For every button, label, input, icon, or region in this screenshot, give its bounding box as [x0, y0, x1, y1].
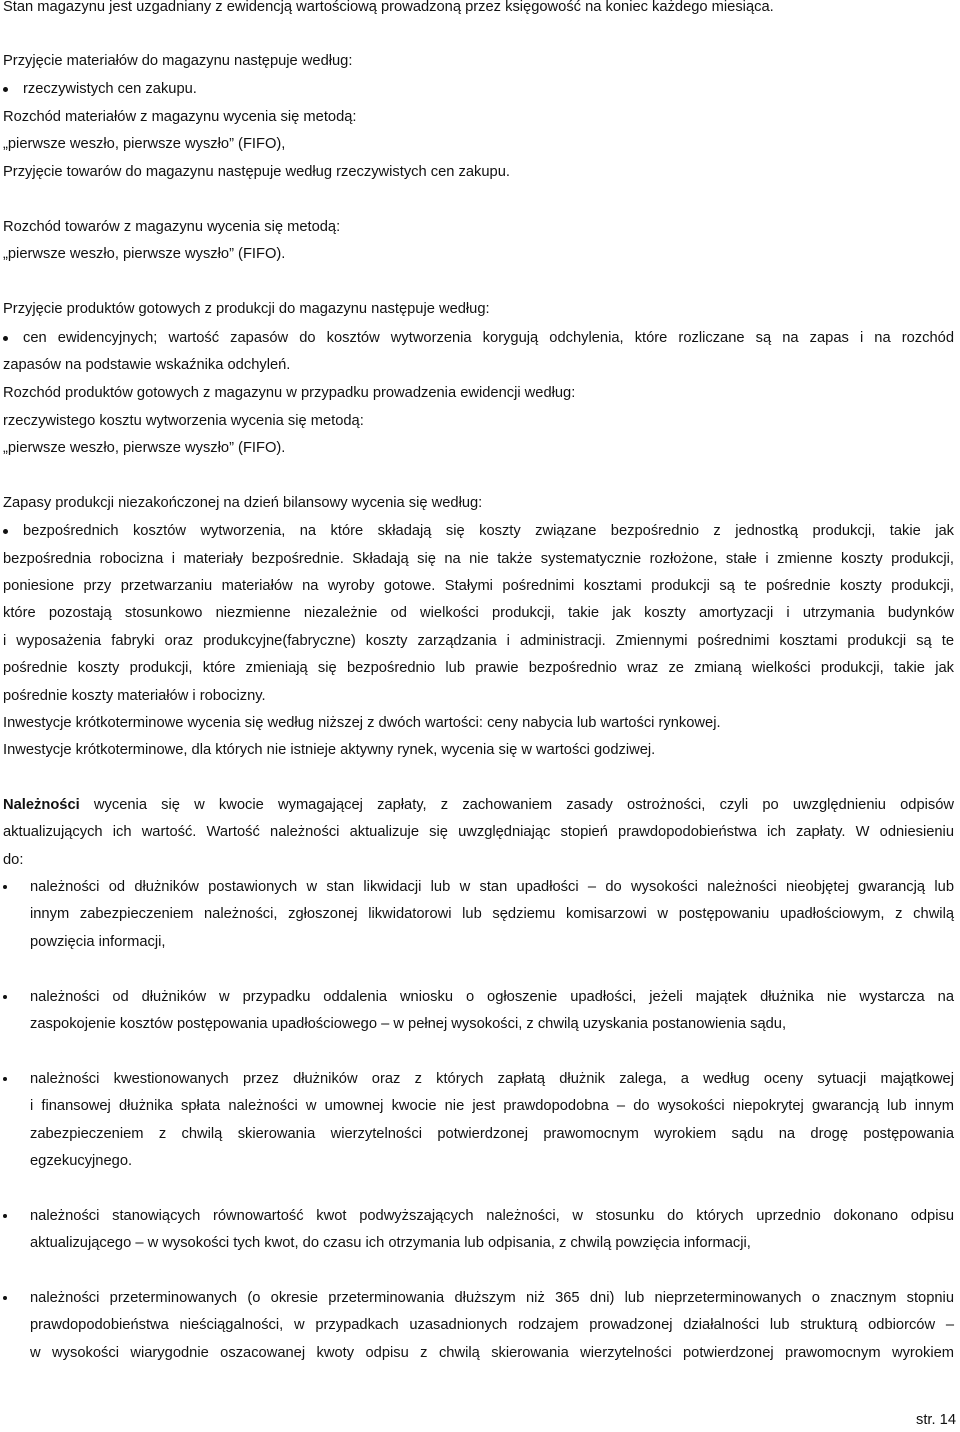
- receivables-bullet-5-line-3: w wysokości wiarygodnie oszacowanej kwoty odpisu z chwilą skierowania wierzytelności potwierdzonej prawomocnym wyrokiem: [30, 1345, 954, 1361]
- bullet-dot-icon: [3, 87, 8, 92]
- materials-receipt-item: rzeczywistych cen zakupu.: [23, 81, 197, 97]
- receivables-bullet-1-line-1: należności od dłużników postawionych w stan likwidacji lub w stan upadłości – do wysokości należności nieobjętej gwarancją lub: [30, 879, 954, 895]
- products-receipt-item-line1: cen ewidencyjnych; wartość zapasów do kosztów wytworzenia korygują odchylenia, które rozliczane są na zapas i na rozchód: [23, 330, 954, 346]
- receivables-line1-rest: wycenia się w kwocie wymagającej zapłaty, z zachowaniem zasady ostrożności, czyli po uwzględnieniu odpisów: [79, 797, 954, 813]
- bullet-icon: [3, 885, 7, 889]
- wip-line6: pośrednie koszty produkcji, które zmieniają się bezpośrednio lub prawie bezpośrednio wraz ze zmianą wielkości produkcji, takie jak: [3, 660, 954, 676]
- receivables-bullet-5-line-1: należności przeterminowanych (o okresie przeterminowania dłuższym niż 365 dni) lub nieprzeterminowanych o znacznym stopniu: [30, 1290, 954, 1306]
- receivables-line3: do:: [3, 852, 24, 868]
- bullet-icon: [3, 1214, 7, 1218]
- bullet-icon: [3, 995, 7, 999]
- wip-line4: które pozostają stosunkowo niezmienne niezależnie od wielkości produkcji, takie jak koszty amortyzacji i utrzymania budynków: [3, 605, 954, 621]
- receivables-bold-term: Należności: [3, 797, 80, 813]
- intro-text: Stan magazynu jest uzgadniany z ewidencją wartościową prowadzoną przez księgowość na koniec każdego miesiąca.: [3, 0, 774, 15]
- wip-line5: i wyposażenia fabryki oraz produkcyjne(fabryczne) koszty zarządzania i administracji. Zmiennymi pośrednimi kosztami produkcji są te: [3, 633, 954, 649]
- receivables-bullet-3-line-4: egzekucyjnego.: [30, 1153, 133, 1169]
- goods-issue-method: „pierwsze weszło, pierwsze wyszło” (FIFO).: [3, 246, 286, 262]
- receivables-bullet-2-line-1: należności od dłużników w przypadku oddalenia wniosku o ogłoszenie upadłości, jeżeli majątek dłużnika nie wystarcza na: [30, 989, 954, 1005]
- goods-receipt-text: Przyjęcie towarów do magazynu następuje według rzeczywistych cen zakupu.: [3, 164, 510, 180]
- investments-line2: Inwestycje krótkoterminowe, dla których nie istnieje aktywny rynek, wycenia się w wartości godziwej.: [3, 742, 656, 758]
- receivables-bullet-3-line-3: zabezpieczeniem z chwilą skierowania wierzytelności potwierdzonej prawomocnym wyrokiem sądu na drogę postępowania: [30, 1126, 954, 1142]
- wip-line1: bezpośrednich kosztów wytworzenia, na które składają się koszty związane bezpośrednio z jednostką produkcji, takie jak: [23, 523, 954, 539]
- products-issue-heading: Rozchód produktów gotowych z magazynu w przypadku prowadzenia ewidencji według:: [3, 385, 576, 401]
- page-number: str. 14: [915, 1412, 956, 1428]
- products-issue-subheading: rzeczywistego kosztu wytworzenia wycenia się metodą:: [3, 413, 364, 429]
- materials-issue-method: „pierwsze weszło, pierwsze wyszło” (FIFO),: [3, 136, 286, 152]
- bullet-dot-icon: [3, 336, 8, 341]
- receivables-bullet-5-line-2: prawdopodobieństwa nieściągalności, w przypadkach uzasadnionych rodzajem prowadzonej działalności lub strukturą odbiorców –: [30, 1317, 954, 1333]
- bullet-dot-icon: [3, 529, 8, 534]
- materials-issue-heading: Rozchód materiałów z magazynu wycenia się metodą:: [3, 109, 357, 125]
- receivables-bullet-1-line-3: powzięcia informacji,: [30, 934, 166, 950]
- wip-line2: bezpośrednia robocizna i materiały bezpośrednie. Składają się na nie także systematycznie rozłożone, stałe i zmienne koszty produkcji,: [3, 551, 954, 567]
- receivables-bullet-1-line-2: innym zabezpieczeniem należności, zgłoszonej likwidatorowi lub sędziemu komisarzowi w postępowaniu upadłościowym, z chwilą: [30, 906, 954, 922]
- receivables-bullet-2-line-2: zaspokojenie kosztów postępowania upadłościowego – w pełnej wysokości, z chwilą uzyskania postanowienia sądu,: [30, 1016, 787, 1032]
- receivables-bullet-3-line-1: należności kwestionowanych przez dłużników oraz z których zapłatą dłużnik zalega, a według oceny sytuacji majątkowej: [30, 1071, 954, 1087]
- receivables-bullet-3-line-2: i finansowej dłużnika spłata należności w umownej kwocie nie jest prawdopodobna – do wysokości niepokrytej gwarancją lub innym: [30, 1098, 954, 1114]
- receivables-bullet-4-line-1: należności stanowiących równowartość kwot podwyższających należności, w stosunku do których uprzednio dokonano odpisu: [30, 1208, 954, 1224]
- receivables-bullet-4-line-2: aktualizującego – w wysokości tych kwot, do czasu ich otrzymania lub odpisania, z chwilą powzięcia informacji,: [30, 1235, 751, 1251]
- wip-line7: pośrednie koszty materiałów i robocizny.: [3, 688, 266, 704]
- bullet-icon: [3, 1077, 7, 1081]
- goods-issue-heading: Rozchód towarów z magazynu wycenia się metodą:: [3, 219, 341, 235]
- products-receipt-heading: Przyjęcie produktów gotowych z produkcji do magazynu następuje według:: [3, 301, 490, 317]
- products-receipt-item-line2: zapasów na podstawie wskaźnika odchyleń.: [3, 357, 291, 373]
- wip-line3: poniesione przy przetwarzaniu materiałów na wyroby gotowe. Stałymi pośrednimi kosztami produkcji są te pośrednie koszty produkcji,: [3, 578, 954, 594]
- bullet-icon: [3, 1296, 7, 1300]
- wip-heading: Zapasy produkcji niezakończonej na dzień bilansowy wycenia się według:: [3, 495, 483, 511]
- receivables-line1: [3, 796, 954, 814]
- investments-line1: Inwestycje krótkoterminowe wycenia się według niższej z dwóch wartości: ceny nabycia lub wartości rynkowej.: [3, 715, 721, 731]
- products-issue-method: „pierwsze weszło, pierwsze wyszło” (FIFO).: [3, 440, 286, 456]
- receivables-line2: aktualizujących ich wartość. Wartość należności aktualizuje się uwzględniając stopień prawdopodobieństwa ich zapłaty. W odniesieniu: [3, 824, 954, 840]
- materials-receipt-heading: Przyjęcie materiałów do magazynu następuje według:: [3, 53, 353, 69]
